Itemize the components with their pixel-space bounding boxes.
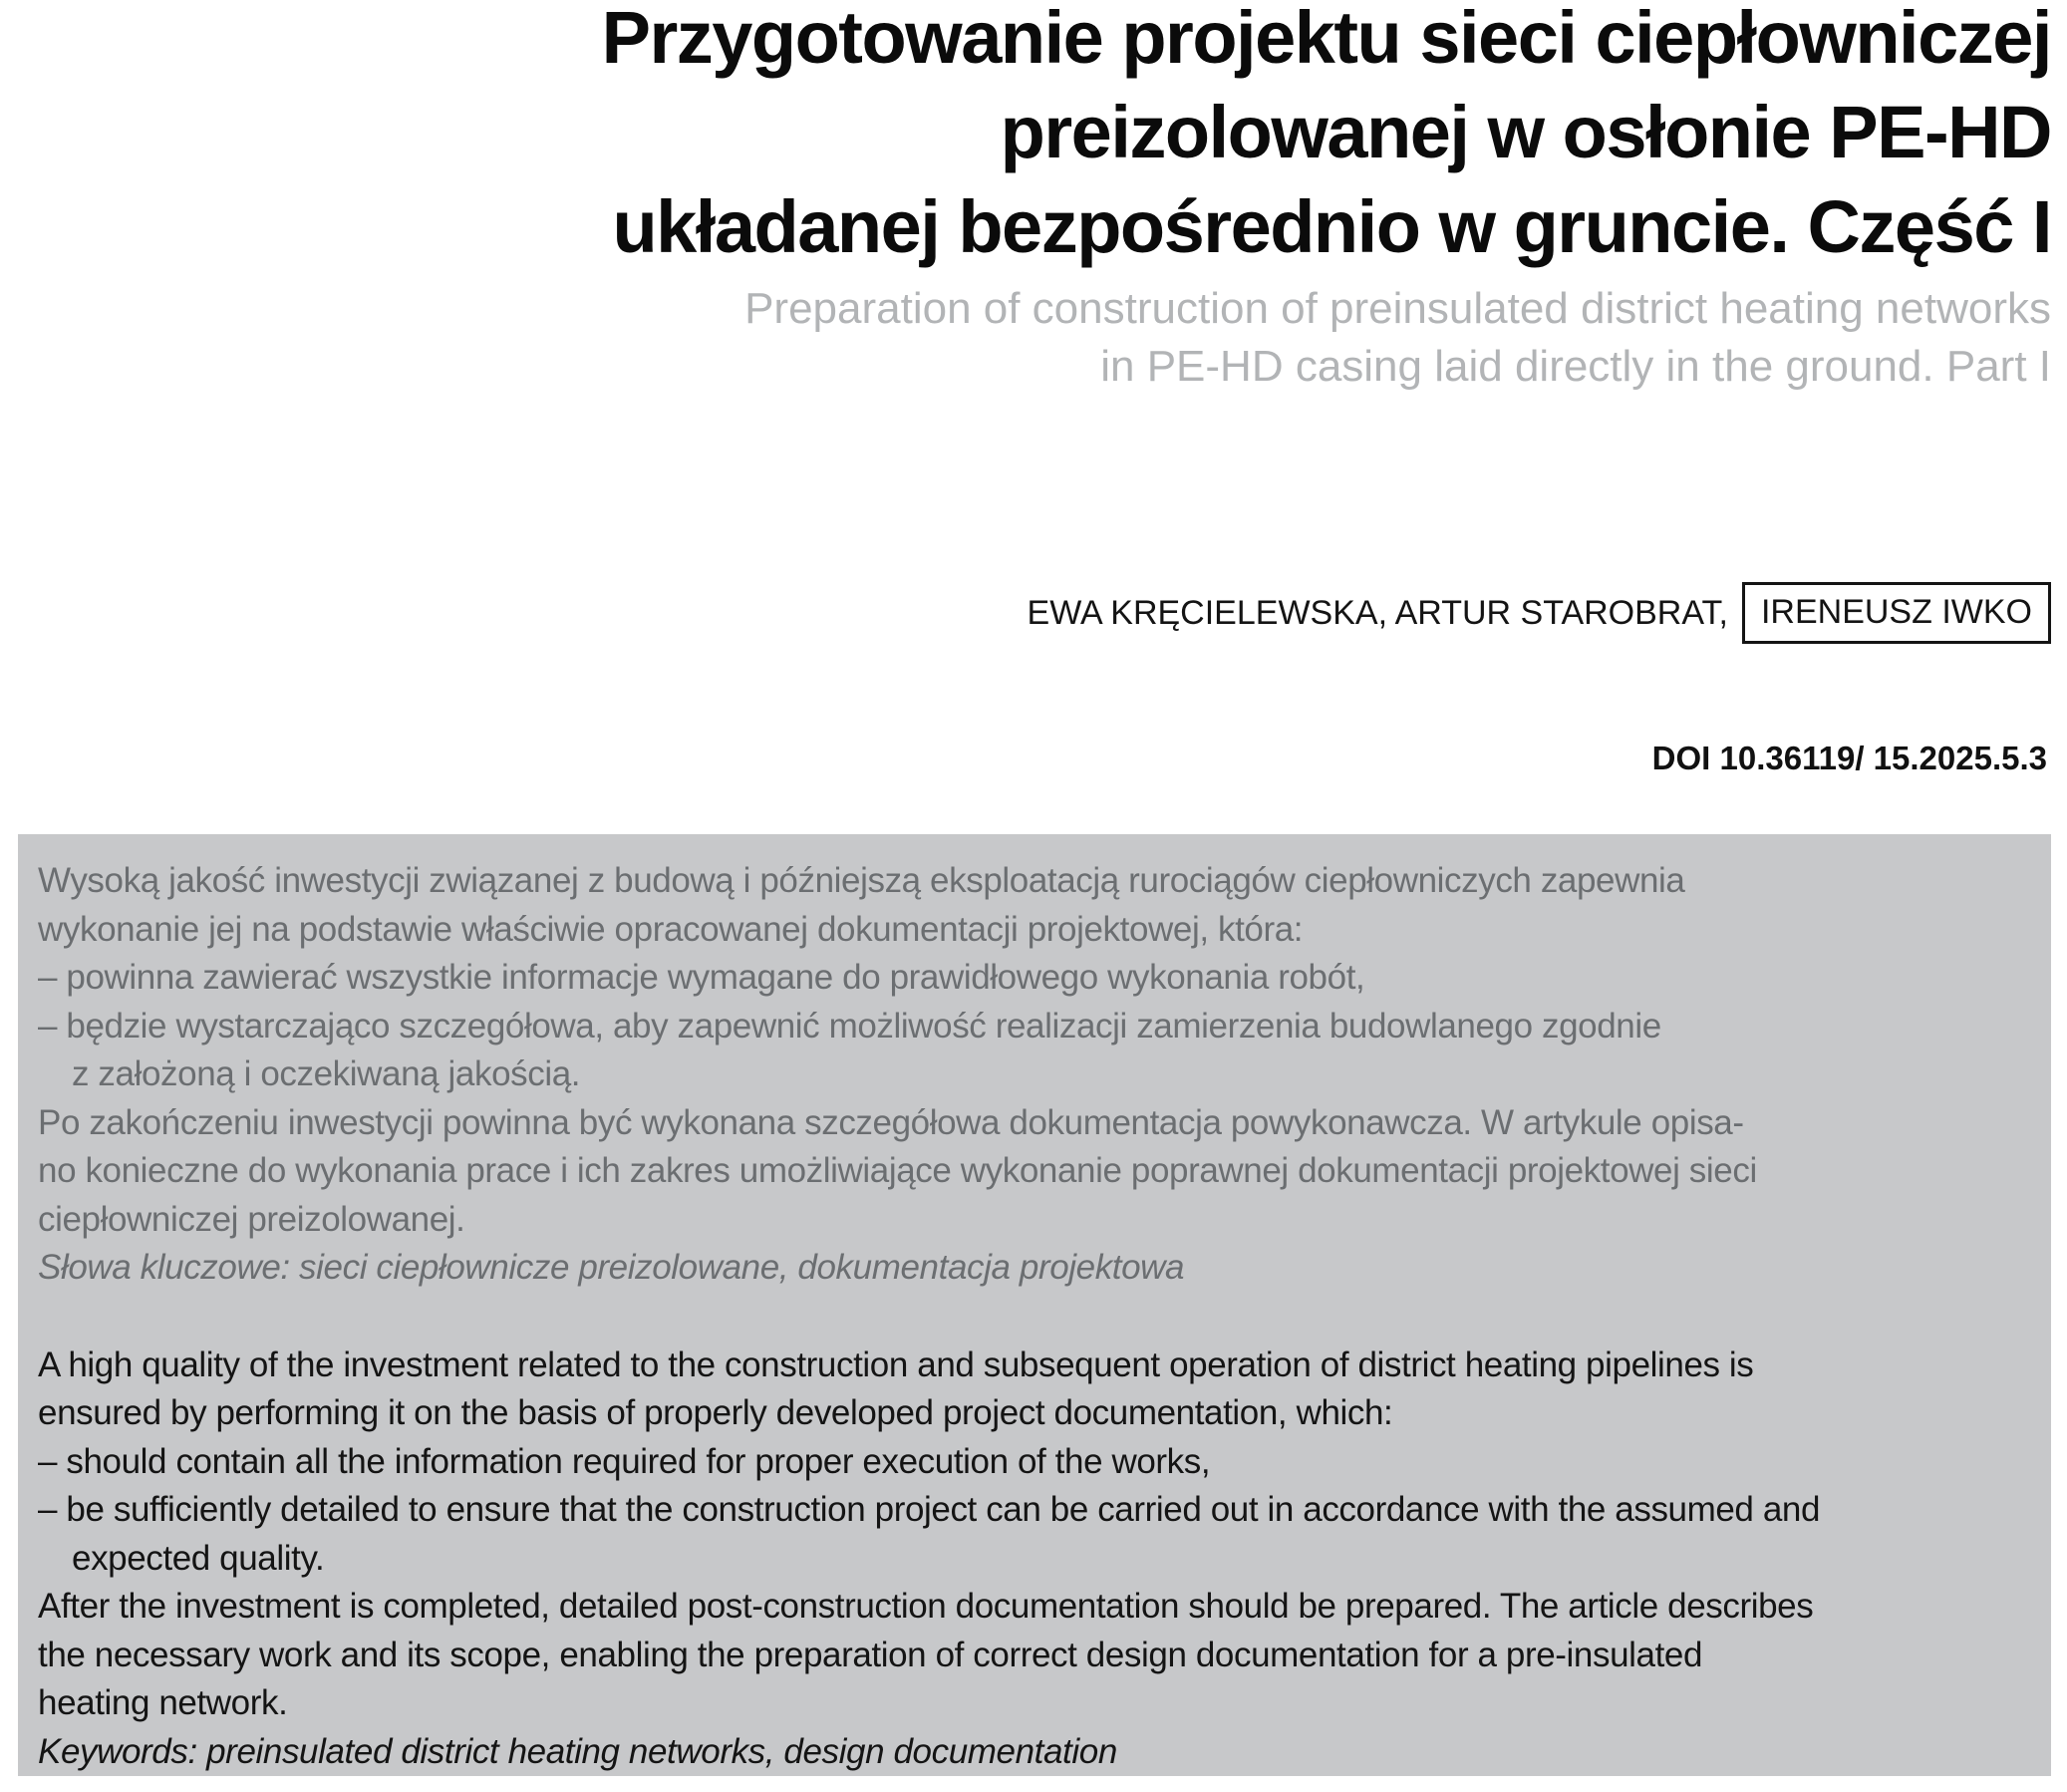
authors-row [1028, 582, 2051, 644]
abstract-pl-line: – powinna zawierać wszystkie informacje wymagane do prawidłowego wykonania robót, [38, 958, 1365, 997]
abstract-polish [38, 857, 2031, 1293]
article-subtitle [744, 280, 2051, 396]
title-line-1: Przygotowanie projektu sieci ciepłowniczej [601, 0, 2051, 79]
title-line-2: preizolowanej w osłonie PE-HD [1000, 91, 2051, 173]
abstract-english [38, 1342, 2031, 1777]
author-boxed-name: IRENEUSZ IWKO [1742, 582, 2051, 644]
title-line-3: układanej bezpośrednio w gruncie. Część I [612, 185, 2051, 268]
abstract-en-line: After the investment is completed, detailed post-construction documentation should be prepared. The article describes [38, 1587, 1814, 1626]
keywords-polish: Słowa kluczowe: sieci ciepłownicze preizolowane, dokumentacja projektowa [38, 1248, 1185, 1287]
abstract-pl-line: ciepłowniczej preizolowanej. [38, 1199, 465, 1239]
abstract-en-line: the necessary work and its scope, enabling the preparation of correct design documentation for a pre-insulated [38, 1635, 1703, 1674]
abstract-pl-line: wykonanie jej na podstawie właściwie opracowanej dokumentacji projektowej, która: [38, 909, 1304, 949]
abstract-pl-line: Wysoką jakość inwestycji związanej z budową i późniejszą eksploatacją rurociągów ciepłowniczych zapewnia [38, 861, 1685, 900]
subtitle-line-1: Preparation of construction of preinsulated district heating networks [744, 284, 2051, 333]
abstract-en-line: A high quality of the investment related to the construction and subsequent operation of district heating pipelines is [38, 1344, 1754, 1384]
article-title [602, 0, 2051, 274]
abstract-en-line: expected quality. [72, 1538, 325, 1578]
abstract-en-line: – be sufficiently detailed to ensure that the construction project can be carried out in accordance with the assumed and [38, 1490, 1821, 1529]
abstract-en-line: – should contain all the information required for proper execution of the works, [38, 1441, 1211, 1481]
author-names: EWA KRĘCIELEWSKA, ARTUR STAROBRAT, [1027, 593, 1728, 632]
keywords-english: Keywords: preinsulated district heating networks, design documentation [38, 1731, 1117, 1771]
abstract-en-line: ensured by performing it on the basis of properly developed project documentation, which: [38, 1393, 1393, 1432]
abstract-pl-line: Po zakończeniu inwestycji powinna być wykonana szczegółowa dokumentacja powykonawcza. W artykule opisa- [38, 1102, 1744, 1142]
abstract-en-line: heating network. [38, 1683, 288, 1722]
doi-label: DOI 10.36119/ 15.2025.5.3 [1651, 740, 2047, 776]
subtitle-line-2: in PE-HD casing laid directly in the ground. Part I [1100, 342, 2051, 391]
abstract-pl-line: no konieczne do wykonania prace i ich zakres umożliwiające wykonanie poprawnej dokumentacji projektowej sieci [38, 1151, 1757, 1190]
abstract-pl-line: – będzie wystarczająco szczegółowa, aby zapewnić możliwość realizacji zamierzenia budowlanego zgodnie [38, 1006, 1661, 1045]
abstract-panel [18, 834, 2051, 1776]
abstract-pl-line: z założoną i oczekiwaną jakością. [72, 1054, 581, 1093]
